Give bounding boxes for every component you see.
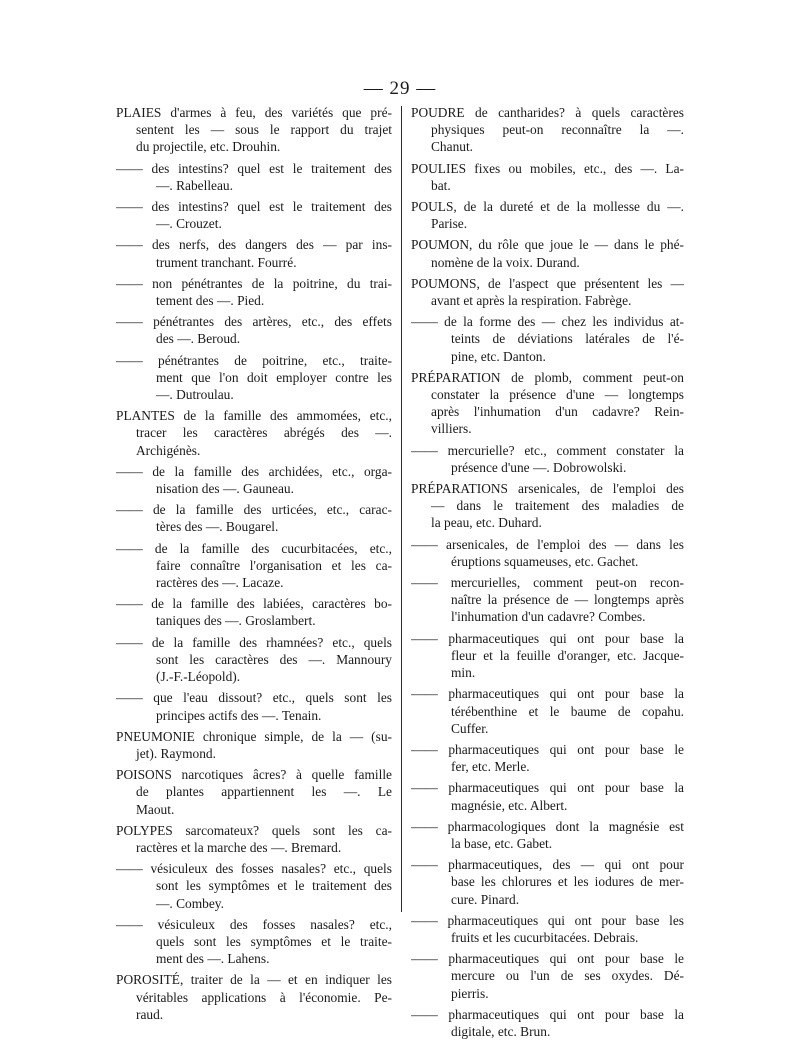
entry-line: avant et après la respiration. Fabrège.: [431, 293, 632, 309]
entry-line: —— pénétrantes des artères, etc., des effets: [116, 314, 392, 330]
entry-line: ment des —. Lahens.: [156, 951, 270, 967]
index-entry: [116, 104, 392, 156]
entry-line: —— pharmaceutiques qui ont pour base la: [411, 686, 684, 702]
entry-line: térébenthine et le baume de copahu.: [451, 703, 684, 719]
index-entry: [116, 463, 392, 497]
entry-line: POROSITÉ, traiter de la — et en indiquer les: [116, 972, 392, 988]
entry-line: POLYPES sarcomateux? quels sont les ca-: [116, 822, 392, 838]
entry-line: —— arsenicales, de l'emploi des — dans les: [411, 536, 684, 552]
index-entry: [116, 313, 392, 347]
index-entry: [411, 313, 684, 365]
entry-line: tères des —. Bougarel.: [156, 519, 279, 535]
entry-line: du projectile, etc. Drouhin.: [136, 139, 281, 155]
entry-line: —— pénétrantes de poitrine, etc., traite-: [116, 352, 392, 368]
entry-line: jet). Raymond.: [136, 745, 216, 761]
entry-line: —— pharmaceutiques qui ont pour base le: [411, 741, 684, 757]
entry-line: la peau, etc. Duhard.: [431, 515, 542, 531]
entry-line: après l'inhumation d'un cadavre? Rein-: [431, 404, 684, 420]
entry-line: quels sont les symptômes et le traite-: [156, 933, 392, 949]
entry-line: POUMONS, de l'aspect que présentent les —: [411, 275, 684, 291]
entry-line: pine, etc. Danton.: [451, 348, 546, 364]
index-entry: [411, 574, 684, 626]
entry-line: —— pharmaceutiques qui ont pour base la: [411, 780, 684, 796]
index-entry: [116, 971, 392, 1023]
index-entry: [116, 160, 392, 194]
entry-line: bat.: [431, 177, 451, 193]
index-entry: [116, 236, 392, 270]
entry-line: de plantes appartiennent les —. Le: [136, 784, 392, 800]
entry-line: la base, etc. Gabet.: [451, 835, 553, 851]
index-entry: [116, 352, 392, 404]
entry-line: —— pharmaceutiques, des — qui ont pour: [411, 857, 684, 873]
entry-line: taniques des —. Groslambert.: [156, 613, 316, 629]
entry-line: villiers.: [431, 421, 472, 437]
entry-line: —. Crouzet.: [156, 216, 222, 232]
index-entry: [411, 950, 684, 1002]
entry-line: —— mercurielles, comment peut-on recon-: [411, 575, 684, 591]
index-entry: [116, 822, 392, 856]
entry-line: véritables applications à l'économie. Pe-: [136, 989, 392, 1005]
index-entry: [116, 275, 392, 309]
index-entry: [411, 236, 684, 270]
entry-line: nisation des —. Gauneau.: [156, 481, 294, 497]
entry-line: —— des intestins? quel est le traitement des: [116, 199, 392, 215]
index-entry: [116, 540, 392, 592]
entry-line: POUMON, du rôle que joue le — dans le phé-: [411, 237, 684, 253]
index-entry: [116, 916, 392, 968]
entry-line: min.: [451, 665, 476, 681]
entry-line: sont les symptômes et le traitement des: [156, 878, 392, 894]
index-entry: [411, 275, 684, 309]
entry-line: —— vésiculeux des fosses nasales? etc., quels: [116, 861, 392, 877]
index-entry: [411, 480, 684, 532]
entry-line: base les chlorures et les iodures de mer-: [451, 874, 684, 890]
entry-line: pierris.: [451, 985, 489, 1001]
entry-line: POUDRE de cantharides? à quels caractères: [411, 105, 684, 120]
entry-line: (J.-F.-Léopold).: [156, 669, 241, 685]
entry-line: —— pharmaceutiques qui ont pour base la: [411, 1006, 684, 1022]
entry-line: Archigénès.: [136, 442, 201, 458]
entry-line: —— pharmaceutiques qui ont pour base le: [411, 951, 684, 967]
entry-line: PNEUMONIE chronique simple, de la — (su-: [116, 728, 392, 744]
entry-line: —— des nerfs, des dangers des — par ins-: [116, 237, 392, 253]
entry-line: —— mercurielle? etc., comment constater la: [411, 442, 684, 458]
index-entry: [411, 442, 684, 476]
entry-line: fleur et la feuille d'oranger, etc. Jacque-: [451, 647, 684, 663]
page-number: — 29 —: [363, 78, 437, 99]
entry-line: —— de la famille des archidées, etc., orga-: [116, 463, 392, 479]
index-entry: [411, 741, 684, 775]
right-column: [411, 104, 684, 1044]
entry-line: Maout.: [136, 801, 175, 817]
entry-line: naître la présence de — longtemps après: [451, 592, 684, 608]
entry-line: physiques peut-on reconnaître la —.: [431, 122, 684, 138]
entry-line: fer, etc. Merle.: [451, 759, 530, 775]
entry-line: —— pharmaceutiques qui ont pour base les: [411, 912, 684, 928]
index-entry: [116, 766, 392, 818]
index-entry: [116, 501, 392, 535]
entry-line: Chanut.: [431, 139, 474, 155]
entry-line: —. Combey.: [156, 895, 224, 911]
entry-line: —— de la famille des rhamnées? etc., quels: [116, 634, 392, 650]
index-entry: [411, 369, 684, 438]
entry-line: —— de la forme des — chez les individus at-: [411, 314, 684, 330]
entry-line: tement des —. Pied.: [156, 293, 265, 309]
index-entry: [411, 856, 684, 908]
entry-line: —— pharmaceutiques qui ont pour base la: [411, 630, 684, 646]
entry-line: POULIES fixes ou mobiles, etc., des —. La-: [411, 160, 684, 176]
entry-line: —— non pénétrantes de la poitrine, du trai-: [116, 275, 392, 291]
entry-line: tracer les caractères abrégés des —.: [136, 425, 392, 441]
entry-line: —— vésiculeux des fosses nasales? etc.,: [116, 916, 392, 932]
entry-line: POISONS narcotiques âcres? à quelle famille: [116, 767, 392, 783]
entry-line: ractères et la marche des —. Bremard.: [136, 839, 342, 855]
entry-line: cure. Pinard.: [451, 891, 520, 907]
entry-line: fruits et les cucurbitacées. Debrais.: [451, 929, 639, 945]
entry-line: —— que l'eau dissout? etc., quels sont les: [116, 690, 392, 706]
index-entry: [411, 160, 684, 194]
index-entry: [411, 536, 684, 570]
index-entry: [116, 198, 392, 232]
entry-line: POULS, de la dureté et de la mollesse du —.: [411, 199, 684, 215]
entry-line: trument tranchant. Fourré.: [156, 254, 297, 270]
entry-line: —— de la famille des cucurbitacées, etc.,: [116, 540, 392, 556]
entry-line: —— de la famille des urticées, etc., carac-: [116, 502, 392, 518]
entry-line: Cuffer.: [451, 720, 489, 736]
entry-line: magnésie, etc. Albert.: [451, 797, 568, 813]
entry-line: teints de déviations latérales de l'é-: [451, 331, 684, 347]
entry-line: digitale, etc. Brun.: [451, 1023, 551, 1039]
entry-line: — dans le traitement des maladies de: [431, 498, 684, 514]
index-entry: [116, 634, 392, 686]
entry-line: ractères des —. Lacaze.: [156, 575, 284, 591]
entry-line: —. Rabelleau.: [156, 177, 233, 193]
entry-line: PRÉPARATIONS arsenicales, de l'emploi des: [411, 481, 684, 497]
entry-line: PLANTES de la famille des ammomées, etc.,: [116, 408, 392, 424]
index-entry: [411, 779, 684, 813]
index-entry: [411, 1006, 684, 1040]
index-entry: [116, 860, 392, 912]
entry-line: éruptions squameuses, etc. Gachet.: [451, 553, 639, 569]
index-entry: [411, 198, 684, 232]
column-divider: [401, 106, 402, 912]
index-entry: [411, 630, 684, 682]
entry-line: sont les caractères des —. Mannoury: [156, 651, 392, 667]
entry-line: principes actifs des —. Tenain.: [156, 707, 322, 723]
index-entry: [116, 689, 392, 723]
entry-line: sentent les — sous le rapport du trajet: [136, 122, 392, 138]
entry-line: —— des intestins? quel est le traitement des: [116, 160, 392, 176]
entry-line: mercure ou l'un de ses oxydes. Dé-: [451, 968, 684, 984]
index-entry: [411, 818, 684, 852]
index-entry: [411, 104, 684, 156]
entry-line: l'inhumation d'un cadavre? Combes.: [451, 609, 646, 625]
index-entry: [116, 728, 392, 762]
entry-line: —— de la famille des labiées, caractères bo-: [116, 596, 392, 612]
entry-line: faire connaître l'organisation et les ca-: [156, 557, 392, 573]
entry-line: Parise.: [431, 216, 468, 232]
index-entry: [116, 407, 392, 459]
entry-line: nomène de la voix. Durand.: [431, 254, 580, 270]
entry-line: constater la présence d'une — longtemps: [431, 387, 684, 403]
entry-line: des —. Beroud.: [156, 331, 241, 347]
entry-line: —. Dutroulau.: [156, 387, 234, 403]
index-entry: [411, 912, 684, 946]
entry-line: raud.: [136, 1006, 164, 1022]
entry-line: —— pharmacologiques dont la magnésie est: [411, 818, 684, 834]
index-entry: [116, 595, 392, 629]
index-entry: [411, 685, 684, 737]
entry-line: présence d'une —. Dobrowolski.: [451, 459, 627, 475]
left-column: [116, 104, 392, 1027]
entry-line: PRÉPARATION de plomb, comment peut-on: [411, 369, 684, 385]
entry-line: ment que l'on doit employer contre les: [156, 369, 392, 385]
entry-line: PLAIES d'armes à feu, des variétés que pré-: [116, 105, 392, 120]
